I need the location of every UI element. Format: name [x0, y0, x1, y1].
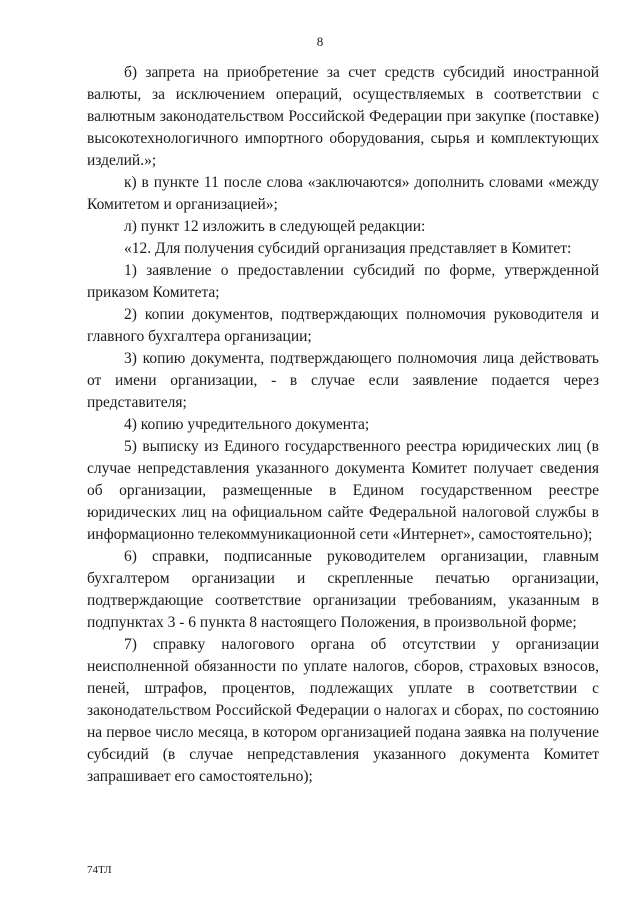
document-body [87, 62, 599, 788]
page-number: 8 [316, 34, 324, 49]
paragraph-l: л) пункт 12 изложить в следующей редакции: [124, 218, 426, 235]
paragraph-12: «12. Для получения субсидий организация представляет в Комитет: [124, 240, 572, 257]
paragraph-item-1: 1) заявление о предоставлении субсидий по форме, утвержденной приказом Комитета; [87, 262, 599, 301]
paragraph-item-4: 4) копию учредительного документа; [124, 416, 370, 433]
paragraph-b: б) запрета на приобретение за счет средств субсидий иностранной валюты, за исключением операций, осуществляемых в соответствии с валютным законодательством Российской Федерации при закупке (поставке) высокотехнологичного импортного оборудования, сырья и комплектующих изделий.»; [87, 64, 599, 169]
paragraph-item-3: 3) копию документа, подтверждающего полномочия лица действовать от имени организации, - в случае если заявление подается через представителя; [87, 350, 599, 411]
paragraph-item-6: 6) справки, подписанные руководителем организации, главным бухгалтером организации и скрепленные печатью организации, подтверждающие соответствие организации требованиям, указанным в подпунктах 3 - 6 пункта 8 настоящего Положения, в произвольной форме; [87, 548, 599, 631]
paragraph-item-5: 5) выписку из Единого государственного реестра юридических лиц (в случае непредставления указанного документа Комитет получает сведения об организации, размещенные в Едином государственном реестре юридических лиц на официальном сайте Федеральной налоговой службы в информационно телекоммуникационной сети «Интернет», самостоятельно); [87, 438, 599, 543]
footer-code: 74ТЛ [87, 864, 112, 876]
paragraph-k: к) в пункте 11 после слова «заключаются» дополнить словами «между Комитетом и организацией»; [87, 174, 599, 213]
paragraph-item-2: 2) копии документов, подтверждающих полномочия руководителя и главного бухгалтера организации; [87, 306, 599, 345]
paragraph-item-7: 7) справку налогового органа об отсутствии у организации неисполненной обязанности по уплате налогов, сборов, страховых взносов, пеней, штрафов, процентов, подлежащих уплате в соответствии с законодательством Российской Федерации о налогах и сборах, по состоянию на первое число месяца, в котором организацией подана заявка на получение субсидий (в случае непредставления указанного документа Комитет запрашивает его самостоятельно); [87, 636, 599, 785]
